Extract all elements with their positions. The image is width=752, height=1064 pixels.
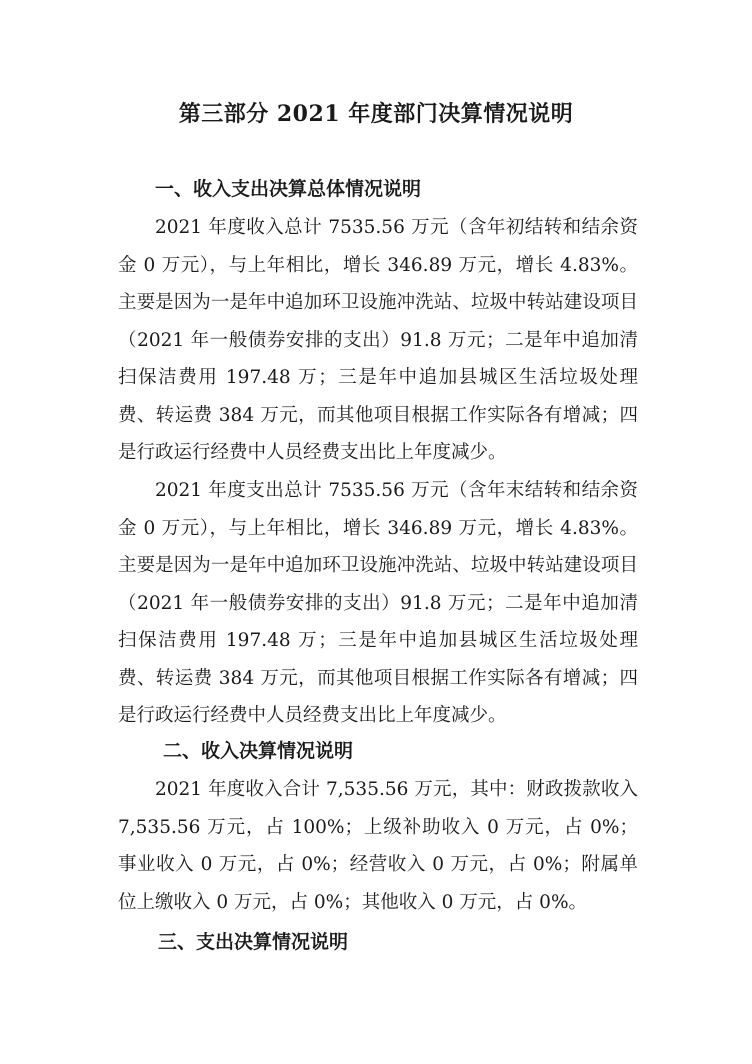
section-heading-3: 三、支出决算情况说明 bbox=[158, 931, 349, 953]
section-heading-1: 一、收入支出决算总体情况说明 bbox=[155, 178, 422, 200]
paragraph-income-total: 2021 年度收入总计 7535.56 万元（含年初结转和结余资金 0 万元），与上年相比，增长 346.89 万元，增长 4.83%。主要是因为一是年中追加环卫设施冲洗站、垃圾中转站建设项目（2021 年一般债券安排的支出）91.8 万元；二是年中追加清扫保洁费用 197.48 万；三是年中追加县城区生活垃圾处理费、转运费 384 万元，而其他项目根据工作实际各有增减；四是行政运行经费中人员经费支出比上年度减少。 bbox=[118, 217, 638, 463]
page-title: 第三部分 2021 年度部门决算情况说明 bbox=[178, 101, 574, 127]
paragraph-income-detail: 2021 年度收入合计 7,535.56 万元，其中：财政拨款收入 7,535.56 万元，占 100%；上级补助收入 0 万元，占 0%；事业收入 0 万元，占 0%；经营收入 0 万元，占 0%；附属单位上缴收入 0 万元，占 0%；其他收入 0 万元，占 0%。 bbox=[118, 779, 638, 913]
section-heading-2: 二、收入决算情况说明 bbox=[163, 740, 354, 762]
paragraph-expenditure-total: 2021 年度支出总计 7535.56 万元（含年末结转和结余资金 0 万元），与上年相比，增长 346.89 万元，增长 4.83%。主要是因为一是年中追加环卫设施冲洗站、垃圾中转站建设项目（2021 年一般债券安排的支出）91.8 万元；二是年中追加清扫保洁费用 197.48 万；三是年中追加县城区生活垃圾处理费、转运费 384 万元，而其他项目根据工作实际各有增减；四是行政运行经费中人员经费支出比上年度减少。 bbox=[118, 480, 638, 726]
